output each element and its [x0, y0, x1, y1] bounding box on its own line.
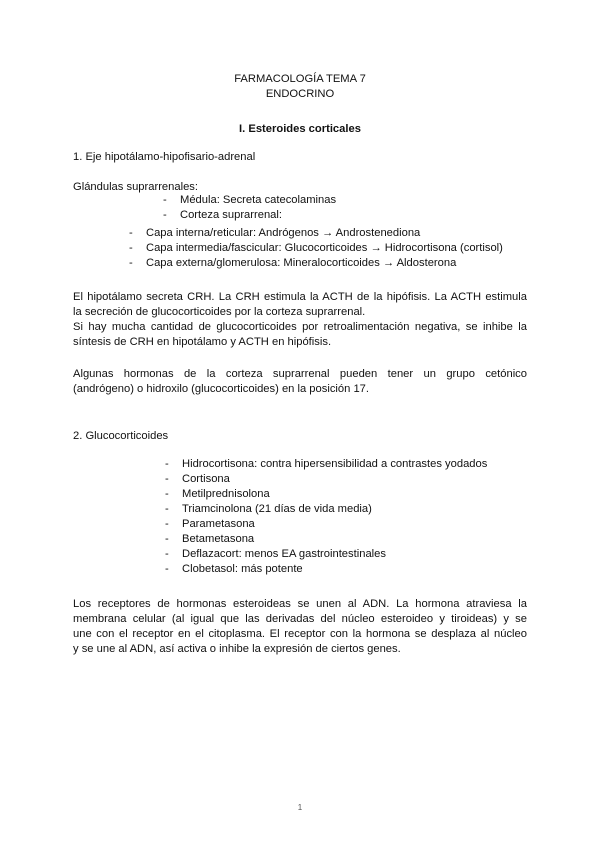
text-line: (andrógeno) o hidroxilo (glucocorticoides) en la posición 17.: [73, 383, 370, 395]
text-line: Si hay mucha cantidad de glucocorticoides por retroalimentación negativa, se inhibe la: [73, 321, 527, 333]
section-title: I. Esteroides corticales: [239, 123, 361, 135]
list-item: - Corteza suprarrenal:: [163, 209, 282, 221]
list-item: - Deflazacort: menos EA gastrointestinales: [165, 548, 386, 560]
bullet-dash: -: [165, 458, 169, 470]
list-item: - Betametasona: [165, 533, 255, 545]
list-item: - Capa intermedia/fascicular: Glucocorticoides → Hidrocortisona (cortisol): [129, 242, 503, 254]
subheading-glucocorticoides: 2. Glucocorticoides: [73, 430, 169, 442]
bullet-dash: -: [165, 548, 169, 560]
header-title: FARMACOLOGÍA TEMA 7: [234, 73, 366, 85]
list-item: - Capa externa/glomerulosa: Mineralocorticoides → Aldosterona: [129, 257, 457, 269]
bullet-dash: -: [165, 503, 169, 515]
text-line: membrana celular (al igual que las derivadas del núcleo esteroideo y tiroideas) y se: [73, 613, 527, 625]
bullet-dash: -: [165, 488, 169, 500]
bullet-dash: -: [165, 473, 169, 485]
list-item: - Metilprednisolona: [165, 488, 270, 500]
glands-label: Glándulas suprarrenales:: [73, 181, 198, 193]
bullet-dash: -: [129, 257, 133, 269]
list-item: - Hidrocortisona: contra hipersensibilidad a contrastes yodados: [165, 458, 488, 470]
paragraph-crh: [73, 290, 527, 350]
paragraph-hormonas: [73, 367, 527, 397]
subheading-eje: 1. Eje hipotálamo-hipofisario-adrenal: [73, 151, 256, 163]
paragraph-receptores: [73, 597, 527, 657]
bullet-dash: -: [165, 533, 169, 545]
bullet-dash: -: [165, 518, 169, 530]
list-item: - Triamcinolona (21 días de vida media): [165, 503, 372, 515]
bullet-dash: -: [163, 194, 167, 206]
list-item: - Cortisona: [165, 473, 230, 485]
list-item: - Parametasona: [165, 518, 255, 530]
text-line: Los receptores de hormonas esteroideas se unen al ADN. La hormona atraviesa la: [73, 598, 527, 610]
text-line: El hipotálamo secreta CRH. La CRH estimula la ACTH de la hipófisis. La ACTH estimula: [73, 291, 527, 303]
header-subtitle: ENDOCRINO: [265, 88, 335, 100]
text-line: la secreción de glucocorticoides por la corteza suprarrenal.: [73, 306, 366, 318]
bullet-dash: -: [163, 209, 167, 221]
bullet-dash: -: [129, 242, 133, 254]
text-line: Algunas hormonas de la corteza suprarrenal pueden tener un grupo cetónico: [73, 368, 527, 380]
list-item: - Clobetasol: más potente: [165, 563, 303, 575]
document-header: [0, 72, 600, 102]
glucocorticoids-list: [165, 457, 488, 577]
text-line: y se une al ADN, así activa o inhibe la expresión de ciertos genes.: [73, 643, 401, 655]
text-line: une con el receptor en el citoplasma. El receptor con la hormona se desplaza al núcleo: [73, 628, 527, 640]
page-number: 1: [297, 803, 303, 812]
bullet-dash: -: [129, 227, 133, 239]
text-line: síntesis de CRH en hipotálamo y ACTH en hipófisis.: [73, 336, 332, 348]
bullet-dash: -: [165, 563, 169, 575]
list-item: - Médula: Secreta catecolaminas: [163, 194, 337, 206]
cortex-layers-list: [129, 226, 503, 271]
glands-list: [163, 193, 337, 223]
list-item: - Capa interna/reticular: Andrógenos → Androstenediona: [129, 227, 421, 239]
